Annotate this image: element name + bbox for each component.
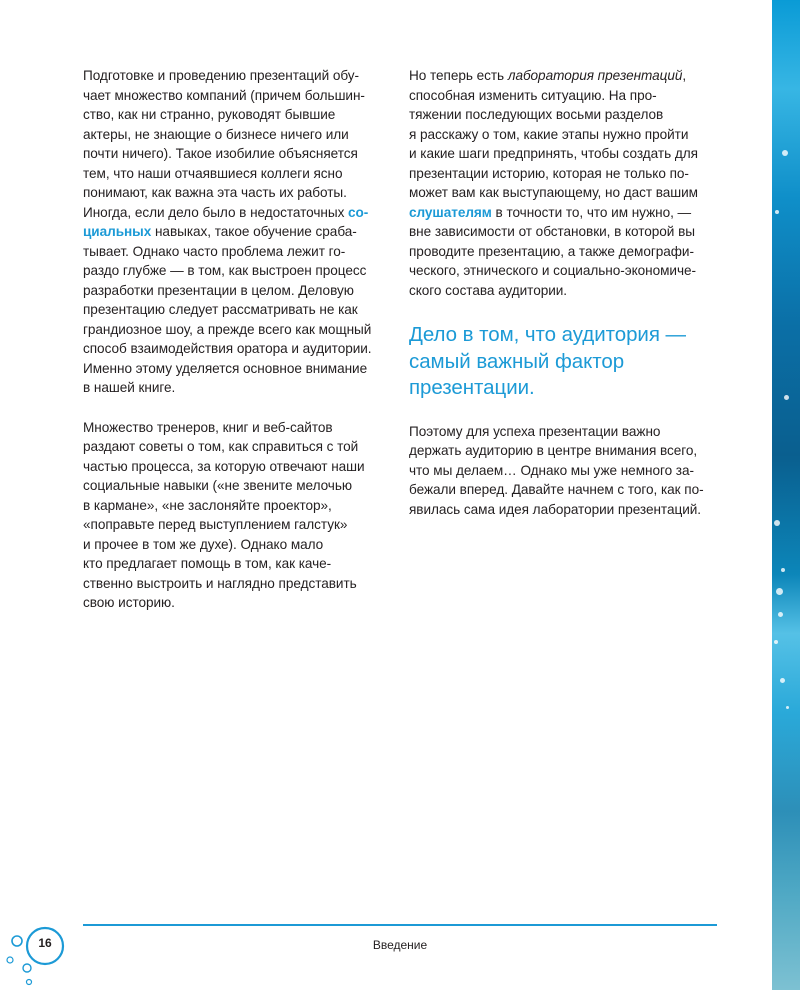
small-circle [7,957,13,963]
right-paragraph-1: Но теперь есть лаборатория презентаций, способная изменить ситуацию. На про- тяжении последующих восьми разделов я расскажу о том, какие этапы нужно пройти и какие шаги предпринять, чтобы создать для презентации историю, которая не только по- может вам как выступающему, но даст вашим слушателям в точности то, что им нужно, — вне зависимости от обстановки, в которой вы проводите презентацию, а также демографи- ческого, этнического и социально-экономиче- ского состава аудитории. [409,68,698,298]
footer-section-title: Введение [372,938,428,952]
decorative-side-strip [772,0,800,990]
pull-quote: Дело в том, что аудитория — самый важный фактор презентации. [409,323,686,399]
footer-rule [83,924,717,926]
left-paragraph-2: Множество тренеров, книг и веб-сайтов раздают советы о том, как справиться с той частью процесса, за которую отвечают наши социальные навыки («не звените мелочью в кармане», «не заслоняйте проектор», «поправьте перед выступлением галстук» и прочее в том же духе). Однако мало кто предлагает помощь в том, как каче- ственно выстроить и наглядно представить свою историю. [83,419,365,610]
highlight-social: со- циальных [83,204,369,239]
left-paragraph-1: Подготовке и проведению презентаций обу- чает множество компаний (причем большин- ство, как ни странно, руководят бывшие актеры, не знающие о бизнесе ничего или почти ничего). Такое изобилие объясняется тем, что наши отчаявшиеся коллеги ясно понимают, как важна эта часть их работы. Иногда, если дело было в недостаточных со- циальных навыках, такое обучение сраба- тывает. Однако часто проблема лежит го- раздо глубже — в том, как выстроен процесс разработки презентации в целом. Деловую презентацию следует рассматривать не как грандиозное шоу, а прежде всего как мощный способ взаимодействия оратора и аудитории. Именно этому уделяется основное внимание в нашей книге. [83,68,372,395]
italic-lab-term: лаборатория презентаций [507,68,683,83]
small-circle [27,980,32,985]
left-column [83,66,383,613]
page-number: 16 [38,936,52,950]
bubble-decoration [786,706,789,709]
right-paragraph-2: Поэтому для успеха презентации важно держать аудиторию в центре внимания всего, что мы делаем… Однако мы уже немного за- бежали вперед. Давайте начнем с того, как по- явилась сама идея лаборатории презентаций. [409,423,704,517]
highlight-listeners: слушателям [409,204,492,220]
bubble-decoration [778,612,783,617]
right-column [409,66,709,519]
bubble-decoration [774,520,780,526]
bubble-decoration [775,210,779,214]
bubble-decoration [784,395,789,400]
bubble-decoration [780,678,785,683]
small-circle [23,964,31,972]
bubble-decoration [782,150,788,156]
small-circle [12,936,22,946]
bubble-decoration [781,568,785,572]
bubble-decoration [774,640,778,644]
bubble-decoration [776,588,783,595]
